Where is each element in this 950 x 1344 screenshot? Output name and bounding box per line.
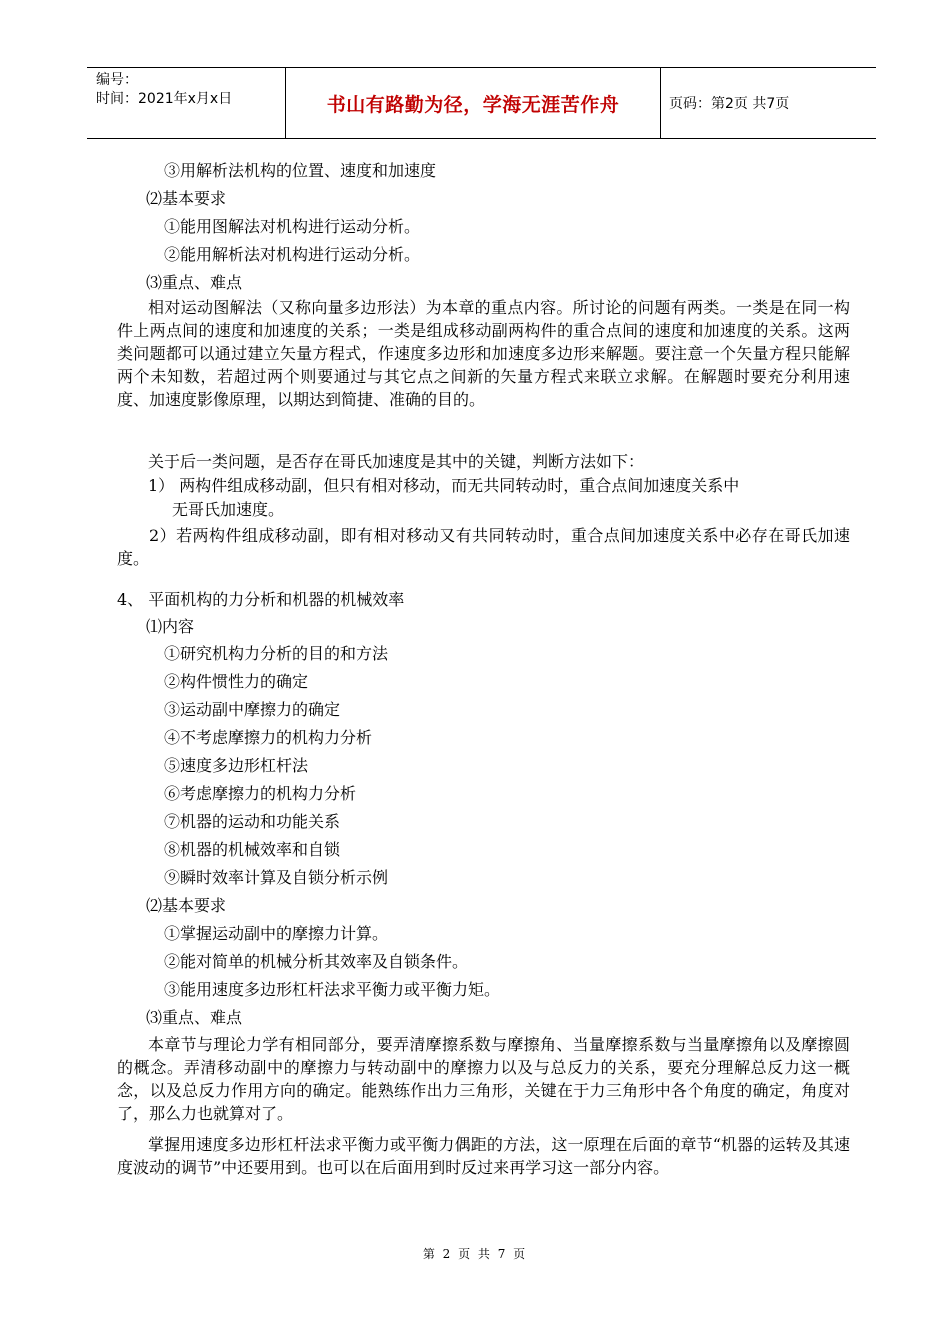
list-item: ⑥考虑摩擦力的机构力分析	[164, 784, 357, 803]
header-number: 编号：	[96, 72, 138, 88]
paragraph: 本章节与理论力学有相同部分，要弄清摩擦系数与摩擦角、当量摩擦系数与当量摩擦角以及摩擦圆的概念。弄清移动副中的摩擦力与转动副中的摩擦力以及与总反力的关系，要充分理解总反力这一概念，以及总反力作用方向的确定。能熟练作出力三角形，关键在于力三角形中各个角度的确定，角度对了，那么力也就算对了。	[117, 1035, 850, 1123]
header-motto: 书山有路勤为径，学海无涯苦作舟	[286, 68, 661, 138]
header-page-number: 页码：第2页 共7页	[669, 96, 790, 112]
header-time: 时间：2021年x月x日	[96, 91, 233, 107]
list-item: ⑧机器的机械效率和自锁	[164, 840, 341, 859]
page-header	[87, 67, 876, 139]
list-item: ①能用图解法对机构进行运动分析。	[164, 217, 421, 236]
subsection-heading: ⑶重点、难点	[146, 273, 243, 292]
subsection-heading: ⑶重点、难点	[146, 1008, 243, 1027]
list-item: ①研究机构力分析的目的和方法	[164, 644, 389, 663]
subsection-heading: ⑵基本要求	[146, 189, 227, 208]
list-item: ①掌握运动副中的摩擦力计算。	[164, 924, 389, 943]
list-item: ②能用解析法对机构进行运动分析。	[164, 245, 421, 264]
page-footer: 第 2 页 共 7 页	[422, 1247, 528, 1261]
list-item: ⑦机器的运动和功能关系	[164, 812, 341, 831]
list-item: ②能对简单的机械分析其效率及自锁条件。	[164, 952, 469, 971]
list-item-continuation: 无哥氏加速度。	[172, 500, 285, 519]
paragraph: 掌握用速度多边形杠杆法求平衡力或平衡力偶距的方法，这一原理在后面的章节“机器的运转及其速度波动的调节”中还要用到。也可以在后面用到时反过来再学习这一部分内容。	[117, 1135, 850, 1177]
header-meta	[87, 68, 286, 138]
list-item: 1） 两构件组成移动副，但只有相对移动，而无共同转动时，重合点间加速度关系中	[148, 476, 740, 495]
list-item: ③运动副中摩擦力的确定	[164, 700, 341, 719]
section-heading: 4、 平面机构的力分析和机器的机械效率	[117, 590, 405, 609]
list-item: ②构件惯性力的确定	[164, 672, 309, 691]
list-item: ③能用速度多边形杠杆法求平衡力或平衡力矩。	[164, 980, 501, 999]
list-item: ③用解析法机构的位置、速度和加速度	[164, 161, 437, 180]
subsection-heading: ⑵基本要求	[146, 896, 227, 915]
paragraph: 相对运动图解法（又称向量多边形法）为本章的重点内容。所讨论的问题有两类。一类是在同一构件上两点间的速度和加速度的关系；一类是组成移动副两构件的重合点间的速度和加速度的关系。这两类问题都可以通过建立矢量方程式，作速度多边形和加速度多边形来解题。要注意一个矢量方程只能解两个未知数，若超过两个则要通过与其它点之间新的矢量方程式来联立求解。在解题时要充分利用速度、加速度影像原理，以期达到简捷、准确的目的。	[117, 298, 850, 409]
list-item: ⑤速度多边形杠杆法	[164, 756, 309, 775]
list-item: ⑨瞬时效率计算及自锁分析示例	[164, 868, 389, 887]
list-item: ④不考虑摩擦力的机构力分析	[164, 728, 373, 747]
list-item: 2）若两构件组成移动副，即有相对移动又有共同转动时，重合点间加速度关系中必存在哥氏加速度。	[117, 526, 850, 568]
subsection-heading: ⑴内容	[146, 617, 195, 636]
paragraph: 关于后一类问题，是否存在哥氏加速度是其中的关键，判断方法如下：	[148, 452, 645, 471]
